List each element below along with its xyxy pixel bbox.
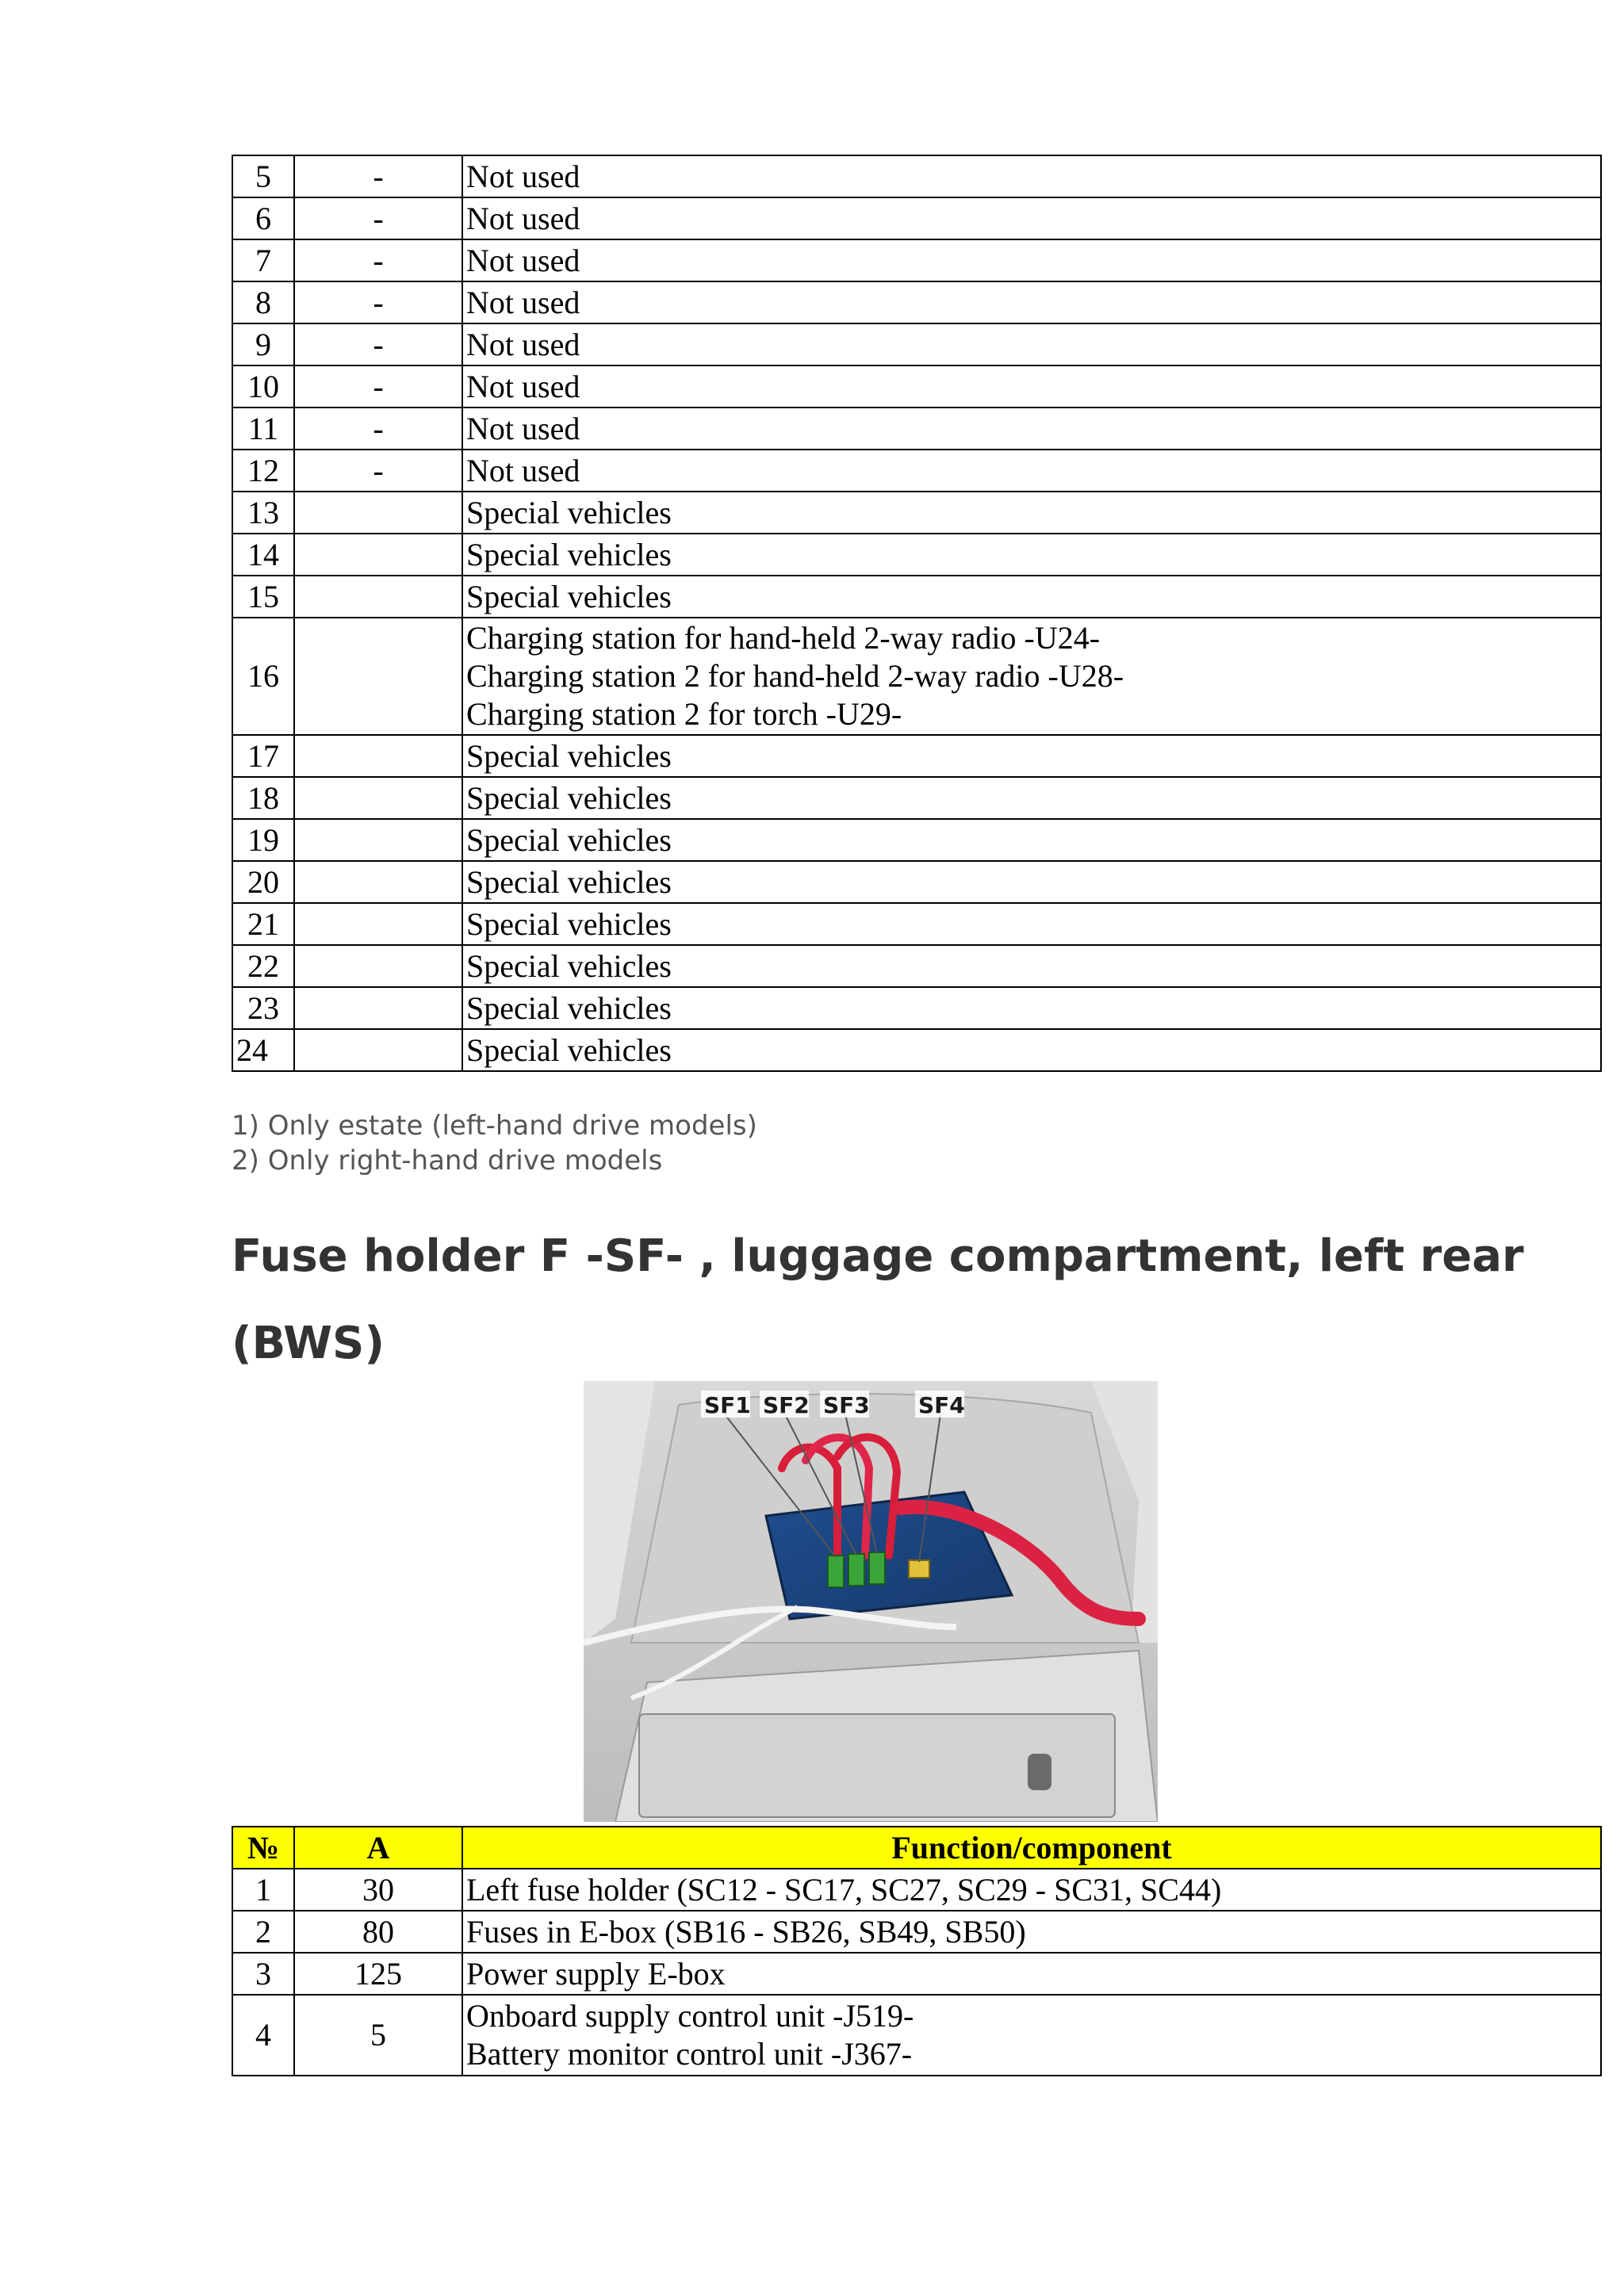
fuse-amperage [294,1029,462,1071]
fuse-sf2 [848,1554,864,1586]
table-row [232,618,1601,735]
fuse-number: 6 [232,197,294,239]
table-row [232,155,1601,197]
label-sf2: SF2 [763,1392,810,1418]
label-sf3: SF3 [823,1392,870,1418]
fuse-number: 15 [232,576,294,618]
fuse-number: 19 [232,819,294,861]
table-row [232,408,1601,450]
fuse-function: Not used [462,239,1601,281]
fuse-amperage: - [294,197,462,239]
table-row [232,1995,1601,2076]
fuse-number: 10 [232,365,294,408]
fuse-amperage [294,618,462,735]
fuse-amperage [294,735,462,777]
fuse-sf3 [869,1552,885,1584]
column-header-function: Function/component [462,1827,1601,1869]
table-row [232,777,1601,819]
fuse-function [462,1995,1601,2076]
section-heading [232,1213,1580,1387]
fuse-number: 17 [232,735,294,777]
table-row [232,323,1601,365]
fuse-amperage: - [294,408,462,450]
fuse-amperage: 125 [294,1953,462,1995]
fuse-function: Special vehicles [462,819,1601,861]
fuse-amperage [294,945,462,987]
fuse-amperage [294,576,462,618]
table-row [232,576,1601,618]
fuse-function: Special vehicles [462,945,1601,987]
terminal-post [1028,1754,1051,1790]
table-row [232,945,1601,987]
fuse-amperage [294,777,462,819]
table-row [232,903,1601,945]
fuse-function: Special vehicles [462,903,1601,945]
fuse-number: 22 [232,945,294,987]
function-line: Onboard supply control unit -J519- [466,1998,914,2034]
table-row [232,1911,1601,1953]
fuse-number: 21 [232,903,294,945]
fuse-function: Special vehicles [462,777,1601,819]
table-row [232,1029,1601,1071]
fuse-amperage [294,534,462,576]
fuse-function: Not used [462,323,1601,365]
fuse-function: Special vehicles [462,861,1601,903]
fuse-amperage [294,819,462,861]
table-header-row [232,1827,1601,1869]
fuse-number: 23 [232,987,294,1029]
fuse-amperage: - [294,155,462,197]
function-line: Charging station 2 for torch -U29- [466,696,902,732]
fuse-function: Not used [462,197,1601,239]
table-row [232,1953,1601,1995]
fuse-number: 11 [232,408,294,450]
fuse-function [462,618,1601,735]
fuse-number: 8 [232,281,294,323]
fuse-function: Fuses in E-box (SB16 - SB26, SB49, SB50) [462,1911,1601,1953]
table-row [232,239,1601,281]
fuse-function: Not used [462,155,1601,197]
fuse-function: Not used [462,450,1601,492]
label-sf1: SF1 [704,1392,751,1418]
table-row [232,197,1601,239]
fuse-function: Not used [462,281,1601,323]
fuse-number: 4 [232,1995,294,2076]
fuse-function: Special vehicles [462,492,1601,534]
function-line: Battery monitor control unit -J367- [466,2036,913,2072]
fuse-function: Not used [462,365,1601,408]
fuse-function: Special vehicles [462,576,1601,618]
fuse-holder-photo [584,1381,1158,1822]
fuse-number: 9 [232,323,294,365]
fuse-number: 13 [232,492,294,534]
fuse-number: 24 [232,1029,294,1071]
fuse-amperage: 5 [294,1995,462,2076]
fuse-number: 14 [232,534,294,576]
fuse-amperage: - [294,450,462,492]
fuse-amperage: - [294,365,462,408]
table-row [232,987,1601,1029]
fuse-number: 7 [232,239,294,281]
table-row [232,450,1601,492]
fuse-number: 5 [232,155,294,197]
fuse-number: 16 [232,618,294,735]
table-row [232,281,1601,323]
footnote: 2) Only right-hand drive models [232,1145,663,1177]
fuse-sf1 [828,1556,844,1587]
table-row [232,735,1601,777]
fuse-function: Left fuse holder (SC12 - SC17, SC27, SC29 - SC31, SC44) [462,1869,1601,1911]
fuse-number: 18 [232,777,294,819]
fuse-amperage: - [294,323,462,365]
fuse-amperage: 80 [294,1911,462,1953]
fuse-function: Special vehicles [462,735,1601,777]
fuse-number: 20 [232,861,294,903]
fuse-function: Special vehicles [462,987,1601,1029]
fuse-holder-sf-table [232,1826,1602,2076]
footnote: 1) Only estate (left-hand drive models) [232,1110,757,1142]
footnotes [232,1108,757,1178]
fuse-amperage: 30 [294,1869,462,1911]
fuse-number: 2 [232,1911,294,1953]
fuse-table-continued [232,155,1602,1072]
function-line: Charging station 2 for hand-held 2-way radio -U28- [466,658,1124,694]
label-sf4: SF4 [918,1392,965,1418]
heading-line: Fuse holder F -SF- , luggage compartment, left rear [232,1230,1524,1282]
heading-line: (BWS) [232,1318,385,1369]
table-row [232,365,1601,408]
fuse-amperage [294,492,462,534]
fuse-amperage [294,987,462,1029]
fuse-amperage: - [294,281,462,323]
column-header-amperage: A [294,1827,462,1869]
fuse-number: 12 [232,450,294,492]
fuse-function: Not used [462,408,1601,450]
table-row [232,819,1601,861]
fuse-number: 1 [232,1869,294,1911]
fuse-function: Special vehicles [462,1029,1601,1071]
fuse-amperage [294,861,462,903]
column-header-number: № [232,1827,294,1869]
fuse-function: Special vehicles [462,534,1601,576]
table-row [232,492,1601,534]
fuse-number: 3 [232,1953,294,1995]
fuse-function: Power supply E-box [462,1953,1601,1995]
fuse-amperage [294,903,462,945]
table-row [232,534,1601,576]
fuse-amperage: - [294,239,462,281]
table-row [232,861,1601,903]
table-row [232,1869,1601,1911]
function-line: Charging station for hand-held 2-way radio -U24- [466,620,1101,656]
fuse-sf4 [909,1560,929,1578]
